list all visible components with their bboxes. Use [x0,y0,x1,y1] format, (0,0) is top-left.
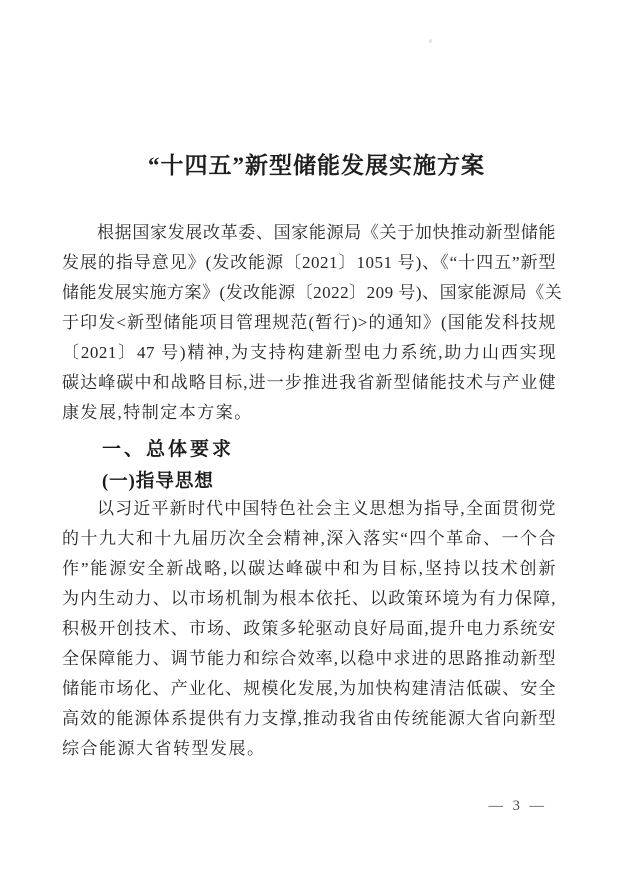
text-line: 为内生动力、以市场机制为根本依托、以政策环境为有力保障, [62,589,556,608]
text-line: 康发展,特制定本方案。 [62,403,253,422]
text-line: 作”能源安全新战略,以碳达峰碳中和为目标,坚持以技术创新 [62,559,556,578]
document-title: “十四五”新型储能发展实施方案 [148,153,485,178]
paragraph-intro [62,218,563,428]
text-line: 根据国家发展改革委、国家能源局《关于加快推动新型储能 [97,223,556,242]
scan-artifact-dot [429,39,432,43]
text-line: 于印发<新型储能项目管理规范(暂行)>的通知》(国能发科技规 [62,313,556,332]
page-number: — 3 — [488,798,547,814]
text-line: 储能市场化、产业化、规模化发展,为加快构建清洁低碳、安全 [62,679,556,698]
text-line: 发展的指导意见》(发改能源〔2021〕1051 号)、《“十四五”新型 [62,253,556,272]
text-line: 以习近平新时代中国特色社会主义思想为指导,全面贯彻党 [97,499,556,518]
text-line: 综合能源大省转型发展。 [62,739,266,758]
text-line: 〔2021〕47 号)精神,为支持构建新型电力系统,助力山西实现 [62,343,556,362]
text-line: 的十九大和十九届历次全会精神,深入落实“四个革命、一个合 [62,529,556,548]
text-line: 全保障能力、调节能力和综合效率,以稳中求进的思路推动新型 [62,649,556,668]
text-line: 储能发展实施方案》(发改能源〔2022〕209 号)、国家能源局《关 [62,283,563,302]
text-line: 碳达峰碳中和战略目标,进一步推进我省新型储能技术与产业健 [62,373,556,392]
subsection-heading-guiding-ideology: (一)指导思想 [102,472,214,492]
paragraph-guiding-ideology [62,494,556,764]
text-line: 积极开创技术、市场、政策多轮驱动良好局面,提升电力系统安 [62,619,556,638]
text-line: 高效的能源体系提供有力支撑,推动我省由传统能源大省向新型 [62,709,556,728]
section-heading-general-requirements: 一、总体要求 [102,439,235,460]
